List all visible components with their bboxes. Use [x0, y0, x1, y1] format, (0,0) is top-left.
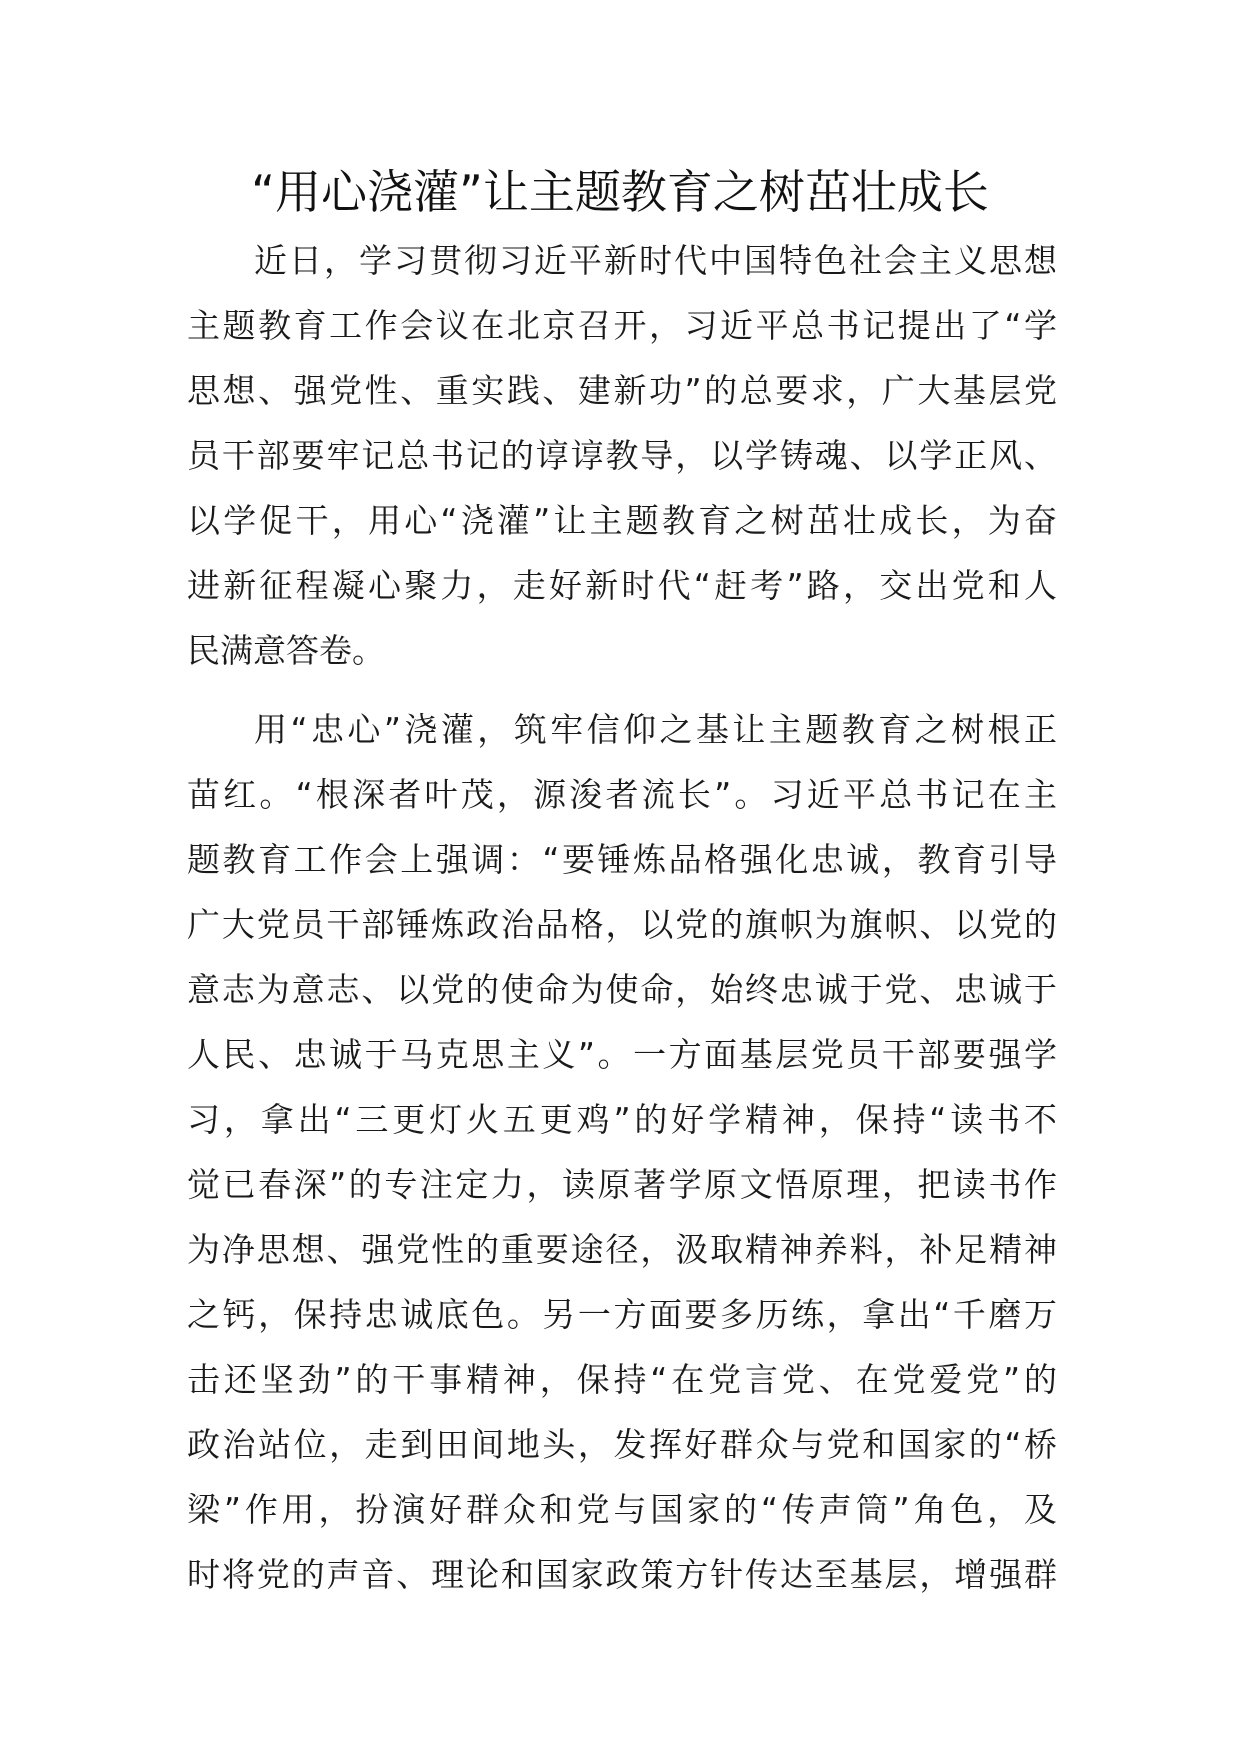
text-line: 时将党的声音、理论和国家政策方针传达至基层，增强群	[187, 1555, 1057, 1594]
document-title: “用心浇灌”让主题教育之树茁壮成长	[251, 165, 989, 219]
text-line: 进新征程凝心聚力，走好新时代“赶考”路，交出党和人	[187, 566, 1057, 605]
text-line: 民满意答卷。	[187, 631, 385, 670]
document-body	[187, 228, 1057, 1607]
text-line: 击还坚劲”的干事精神，保持“在党言党、在党爱党”的	[187, 1360, 1057, 1399]
text-line: 梁”作用，扮演好群众和党与国家的“传声筒”角色，及	[187, 1490, 1057, 1529]
text-line: 以学促干，用心“浇灌”让主题教育之树茁壮成长，为奋	[187, 501, 1057, 540]
text-line: 用“忠心”浇灌，筑牢信仰之基让主题教育之树根正	[254, 710, 1057, 749]
text-line: 之钙，保持忠诚底色。另一方面要多历练，拿出“千磨万	[187, 1295, 1057, 1334]
text-line: 思想、强党性、重实践、建新功”的总要求，广大基层党	[187, 371, 1057, 410]
text-line: 为净思想、强党性的重要途径，汲取精神养料，补足精神	[187, 1230, 1057, 1269]
paragraph-1	[187, 228, 1057, 683]
paragraph-spacing	[187, 683, 1057, 697]
text-line: 觉已春深”的专注定力，读原著学原文悟原理，把读书作	[187, 1165, 1057, 1204]
text-line: 主题教育工作会议在北京召开，习近平总书记提出了“学	[187, 306, 1057, 345]
text-line: 近日，学习贯彻习近平新时代中国特色社会主义思想	[254, 241, 1057, 280]
text-line: 广大党员干部锤炼政治品格，以党的旗帜为旗帜、以党的	[187, 905, 1057, 944]
text-line: 题教育工作会上强调：“要锤炼品格强化忠诚，教育引导	[187, 840, 1057, 879]
text-line: 员干部要牢记总书记的谆谆教导，以学铸魂、以学正风、	[187, 436, 1057, 475]
text-line: 意志为意志、以党的使命为使命，始终忠诚于党、忠诚于	[187, 970, 1057, 1009]
paragraph-2	[187, 697, 1057, 1607]
text-line: 习，拿出“三更灯火五更鸡”的好学精神，保持“读书不	[187, 1100, 1057, 1139]
text-line: 苗红。“根深者叶茂，源浚者流长”。习近平总书记在主	[187, 775, 1057, 814]
text-line: 人民、忠诚于马克思主义”。一方面基层党员干部要强学	[187, 1035, 1057, 1074]
text-line: 政治站位，走到田间地头，发挥好群众与党和国家的“桥	[187, 1425, 1057, 1464]
